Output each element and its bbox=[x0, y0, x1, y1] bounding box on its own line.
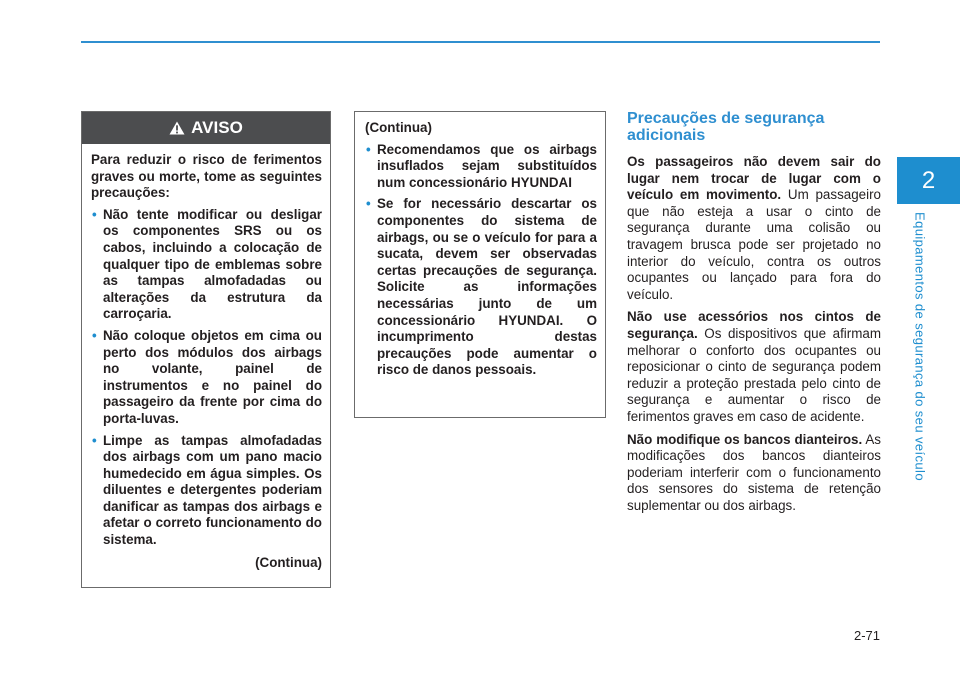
paragraph-lead: Os passageiros não devem sair do lugar nem trocar de lugar com o veículo em movimento. bbox=[627, 154, 881, 203]
page-number: 2-71 bbox=[853, 628, 880, 643]
warning-heading: AVISO bbox=[191, 118, 243, 137]
warning-triangle-icon bbox=[169, 121, 185, 135]
paragraph-lead: Não modifique os bancos dianteiros. bbox=[627, 431, 863, 447]
warning-header bbox=[82, 112, 330, 144]
warning-item: • Não coloque objetos em cima ou perto dos módulos dos airbags no volante, painel de instrumentos e no painel do passageiro da frente por cima do porta-luvas. bbox=[91, 328, 322, 428]
chapter-number: 2 bbox=[921, 166, 936, 194]
warning-list bbox=[91, 207, 322, 549]
continued-label: (Continua) bbox=[255, 554, 322, 570]
section-paragraph bbox=[627, 432, 881, 515]
continuation-box bbox=[354, 111, 606, 418]
chapter-title: Equipamentos de segurança do seu veículo bbox=[912, 212, 928, 481]
warning-intro: Para reduzir o risco de ferimentos graves ou morte, tome as seguintes precauções: bbox=[91, 152, 322, 201]
warning-item: • Não tente modificar ou desligar os componentes SRS ou os cabos, incluindo a colocação de qualquer tipo de emblemas sobre as tampas almofadadas ou alterações da estrutura da carroçaria. bbox=[91, 207, 322, 323]
section-title: Precauções de segurança adicionais bbox=[627, 110, 825, 144]
paragraph-lead: Não use acessórios nos cintos de segurança. bbox=[627, 309, 881, 341]
continuation-item: • Recomendamos que os airbags insuflados sejam substituídos num concessionário HYUNDAI bbox=[365, 142, 597, 192]
paragraph-text: As modificações dos bancos dianteiros poderiam interferir com o funcionamento dos sensores do sistema de retenção suplementar ou dos airbags. bbox=[627, 431, 881, 513]
warning-box bbox=[81, 111, 331, 588]
paragraph-text: Os dispositivos que afirmam melhorar o conforto dos ocupantes ou reposicionar o cinto de segurança podem reduzir a proteção prestada pelo cinto de segurança e aumentar o risco de ferimentos graves em caso de acidente. bbox=[627, 325, 881, 424]
additional-precautions-section bbox=[627, 110, 881, 520]
header-rule bbox=[81, 41, 880, 43]
continuation-heading: (Continua) bbox=[365, 120, 432, 135]
continuation-item: • Se for necessário descartar os componentes do sistema de airbags, ou se o veículo for para a sucata, devem ser observadas certas precauções de segurança. Solicite as informações necessárias junto de um concessionário HYUNDAI. O incumprimento destas precauções pode aumentar o risco de danos pessoais. bbox=[365, 196, 597, 379]
paragraph-text: Um passageiro que não esteja a usar o cinto de segurança durante uma colisão ou travagem brusca pode ser projetado no interior do veículo, contra os outros ocupantes ou lançado para fora do veículo. bbox=[627, 187, 881, 302]
warning-item: • Limpe as tampas almofadadas dos airbags com um pano macio humedecido em água simples. Os diluentes e detergentes poderiam danificar as tampas dos airbags e afetar o correto funcionamento do sistema. bbox=[91, 433, 322, 549]
chapter-tab bbox=[897, 157, 960, 204]
section-paragraph bbox=[627, 309, 881, 425]
section-paragraph bbox=[627, 154, 881, 303]
continuation-list bbox=[365, 142, 597, 379]
